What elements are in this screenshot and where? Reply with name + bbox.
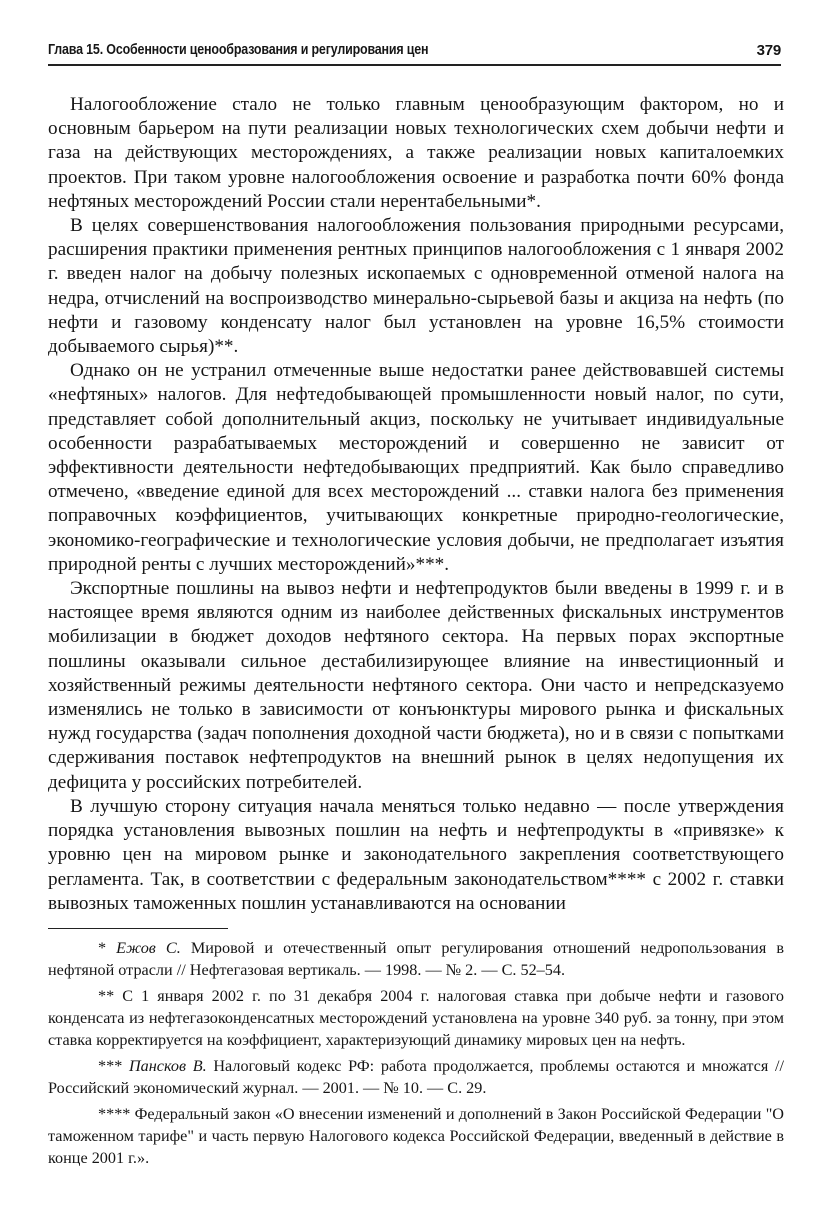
- chapter-title: Глава 15. Особенности ценообразования и регулирования цен: [48, 42, 429, 58]
- paragraph: В лучшую сторону ситуация начала меняться только недавно — после утверждения порядка установления вывозных пошлин на нефть и нефтепродукты в «привязке» к уровню цен на мировом рынке и законодательного закрепления соответствующего регламента. Так, в соответствии с федеральным законодательством**** с 2002 г. ставки вывозных таможенных пошлин устанавливаются на основании: [48, 795, 784, 914]
- footnote-text: Налоговый кодекс РФ: работа продолжается, проблемы остаются и множатся // Российский экономический журнал. — 2001. — № 10. — С. 29.: [48, 1057, 784, 1097]
- running-header: [48, 42, 781, 66]
- footnote-mark: ****: [98, 1105, 135, 1123]
- paragraph: Экспортные пошлины на вывоз нефти и нефтепродуктов были введены в 1999 г. и в настоящее время являются одним из наиболее действенных фискальных инструментов мобилизации в бюджет доходов нефтяного сектора. На первых порах экспортные пошлины оказывали сильное дестабилизирующее влияние на инвестиционный и хозяйственный режимы деятельности нефтяного сектора. Они часто и непредсказуемо изменялись не только в зависимости от конъюнктуры мирового рынка и фискальных нужд государства (задач пополнения доходной части бюджета), но и в связи с попытками сдерживания поставок нефтепродуктов на внешний рынок в целях недопущения их дефицита у российских потребителей.: [48, 578, 784, 793]
- footnote: [48, 1103, 784, 1169]
- footnote-author: Пансков В.: [128, 1057, 207, 1075]
- footnote-text: Мировой и отечественный опыт регулирования отношений недропользования в нефтяной отрасли // Нефтегазовая вертикаль. — 1998. — № 2. — С. 52–54.: [48, 939, 784, 979]
- paragraph: Однако он не устранил отмеченные выше недостатки ранее действовавшей системы «нефтяных» налогов. Для нефтедобывающей промышленности новый налог, по сути, представляет собой дополнительный акциз, поскольку не учитывает индивидуальные особенности разрабатываемых месторождений и совершенно не зависит от эффективности деятельности нефтедобывающих предприятий. Как было справедливо отмечено, «введение единой для всех месторождений ... ставки налога без применения поправочных коэффициентов, учитывающих конкретные природно-геологические, экономико-географические и технологические условия добычи, не предполагает изъятия природной ренты с лучших месторождений»***.: [48, 360, 784, 575]
- footnote-mark: ***: [98, 1057, 129, 1075]
- footnote-text: С 1 января 2002 г. по 31 декабря 2004 г. налоговая ставка при добыче нефти и газового конденсата из нефтегазоконденсатных месторождений установлена на уровне 340 руб. за тонну, при этом ставка корректируется на коэффициент, характеризующий динамику мировых цен на нефть.: [48, 987, 784, 1049]
- paragraph: Налогообложение стало не только главным ценообразующим фактором, но и основным барьером на пути реализации новых технологических схем добычи нефти и газа на действующих месторождениях, а также реализации новых капиталоемких проектов. При таком уровне налогообложения освоение и разработка почти 60% фонда нефтяных месторождений России стали нерентабельными*.: [48, 94, 784, 212]
- footnote-text: Федеральный закон «О внесении изменений и дополнений в Закон Российской Федерации "О таможенном тарифе" и часть первую Налогового кодекса Российской Федерации, введенный в действие в конце 2001 г.».: [48, 1105, 784, 1167]
- paragraph: В целях совершенствования налогообложения пользования природными ресурсами, расширения практики применения рентных принципов налогообложения с 1 января 2002 г. введен налог на добычу полезных ископаемых с одновременной отменой налога на недра, отчислений на воспроизводство минерально-сырьевой базы и акциза на нефть (по нефти и газовому конденсату налог был установлен на уровне 16,5% стоимости добываемого сырья)**.: [48, 215, 784, 358]
- footnote-mark: *: [98, 939, 117, 957]
- footnote: [48, 985, 784, 1051]
- footnote: [48, 1055, 784, 1099]
- footnote-author: Ежов С.: [116, 939, 181, 957]
- main-text: [48, 93, 784, 916]
- footnote: [48, 937, 784, 981]
- footnote-divider: [48, 928, 228, 929]
- footnotes-section: [48, 928, 784, 1173]
- footnote-mark: **: [98, 987, 123, 1005]
- page-number: 379: [756, 42, 781, 59]
